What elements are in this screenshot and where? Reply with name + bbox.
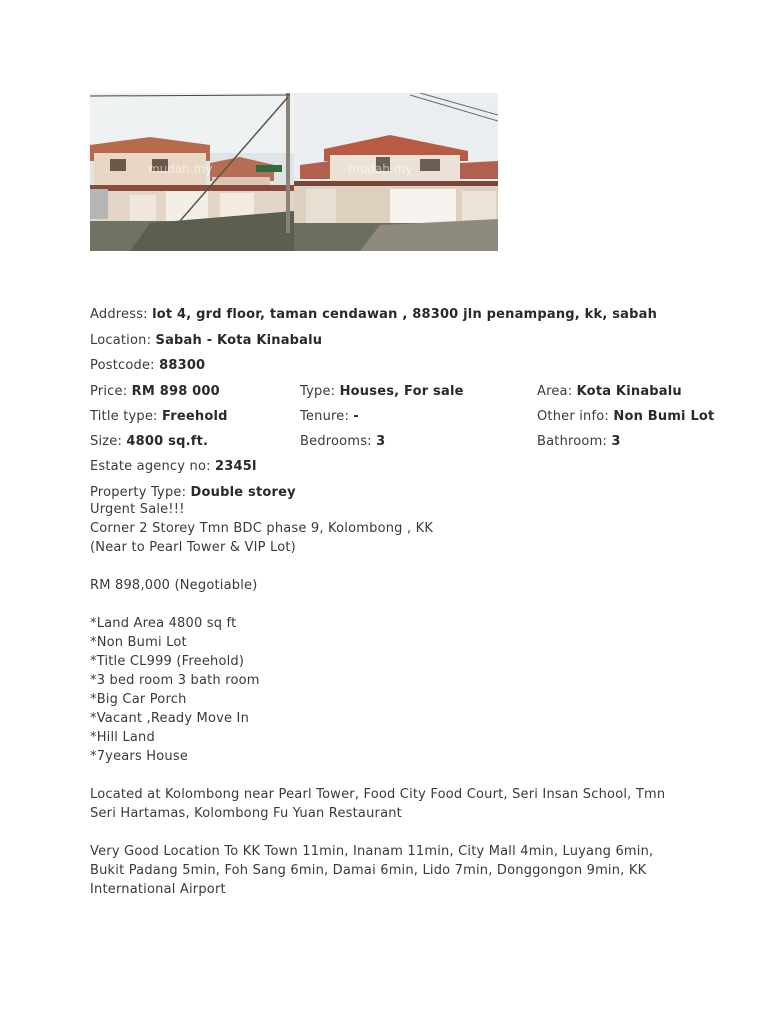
description-line: (Near to Pearl Tower & VIP Lot) <box>90 540 296 555</box>
title-type-field <box>90 407 228 427</box>
estate-agency-value: 2345l <box>215 459 257 474</box>
postcode-value: 88300 <box>159 358 206 373</box>
price-field <box>90 382 220 402</box>
spacer <box>90 595 690 614</box>
price-label: Price: <box>90 384 128 399</box>
tenure-label: Tenure: <box>300 409 350 424</box>
bathroom-value: 3 <box>611 434 621 449</box>
other-info-field <box>537 407 714 427</box>
description-line: Urgent Sale!!! <box>90 502 185 517</box>
title-type-value: Freehold <box>161 409 228 424</box>
property-type-label: Property Type: <box>90 485 187 500</box>
feature-item: *Vacant ,Ready Move In <box>90 711 250 726</box>
good-location-line: Bukit Padang 5min, Foh Sang 6min, Damai 6min, Lido 7min, Donggongon 9min, KK <box>90 863 647 878</box>
watermark-left: mudah.my <box>148 162 213 176</box>
bedrooms-field <box>300 432 385 452</box>
title-type-row <box>90 407 750 427</box>
feature-item: *Hill Land <box>90 730 155 745</box>
estate-agency-field <box>90 457 257 477</box>
estate-agency-row <box>90 457 750 477</box>
spacer <box>90 766 690 785</box>
other-info-label: Other info: <box>537 409 610 424</box>
description-line: Corner 2 Storey Tmn BDC phase 9, Kolombong , KK <box>90 521 434 536</box>
feature-item: *Title CL999 (Freehold) <box>90 654 245 669</box>
tenure-value: - <box>353 409 359 424</box>
size-row <box>90 432 750 452</box>
title-type-label: Title type: <box>90 409 158 424</box>
bedrooms-value: 3 <box>376 434 386 449</box>
area-field <box>537 382 682 402</box>
type-value: Houses, For sale <box>339 384 464 399</box>
estate-agency-label: Estate agency no: <box>90 459 211 474</box>
feature-item: *7years House <box>90 749 189 764</box>
postcode-row <box>90 356 750 376</box>
location-row <box>90 331 750 351</box>
address-row <box>90 305 750 325</box>
property-type-value: Double storey <box>190 485 296 500</box>
good-location-line: Very Good Location To KK Town 11min, Inanam 11min, City Mall 4min, Luyang 6min, <box>90 844 654 859</box>
located-line: Seri Hartamas, Kolombong Fu Yuan Restaurant <box>90 806 402 821</box>
price-row <box>90 382 750 402</box>
good-location-line: International Airport <box>90 882 226 897</box>
address-field <box>90 305 657 325</box>
other-info-value: Non Bumi Lot <box>613 409 715 424</box>
address-value: lot 4, grd floor, taman cendawan , 88300 jln penampang, kk, sabah <box>152 307 658 322</box>
spacer <box>90 557 690 576</box>
postcode-field <box>90 356 205 376</box>
area-label: Area: <box>537 384 573 399</box>
feature-item: *Big Car Porch <box>90 692 187 707</box>
location-value: Sabah - Kota Kinabalu <box>155 333 323 348</box>
size-label: Size: <box>90 434 123 449</box>
size-value: 4800 sq.ft. <box>126 434 209 449</box>
feature-item: *Non Bumi Lot <box>90 635 187 650</box>
price-value: RM 898 000 <box>131 384 220 399</box>
location-label: Location: <box>90 333 152 348</box>
spacer <box>90 823 690 842</box>
feature-item: *3 bed room 3 bath room <box>90 673 260 688</box>
listing-description <box>90 500 690 899</box>
type-field <box>300 382 464 402</box>
address-label: Address: <box>90 307 148 322</box>
tenure-field <box>300 407 359 427</box>
bathroom-label: Bathroom: <box>537 434 608 449</box>
property-photo <box>90 93 498 251</box>
feature-item: *Land Area 4800 sq ft <box>90 616 237 631</box>
type-label: Type: <box>300 384 336 399</box>
bathroom-field <box>537 432 621 452</box>
price-note: RM 898,000 (Negotiable) <box>90 578 258 593</box>
location-field <box>90 331 322 351</box>
area-value: Kota Kinabalu <box>576 384 682 399</box>
located-line: Located at Kolombong near Pearl Tower, Food City Food Court, Seri Insan School, Tmn <box>90 787 666 802</box>
size-field <box>90 432 208 452</box>
postcode-label: Postcode: <box>90 358 155 373</box>
watermark-right: mudah.my <box>348 162 413 176</box>
bedrooms-label: Bedrooms: <box>300 434 372 449</box>
